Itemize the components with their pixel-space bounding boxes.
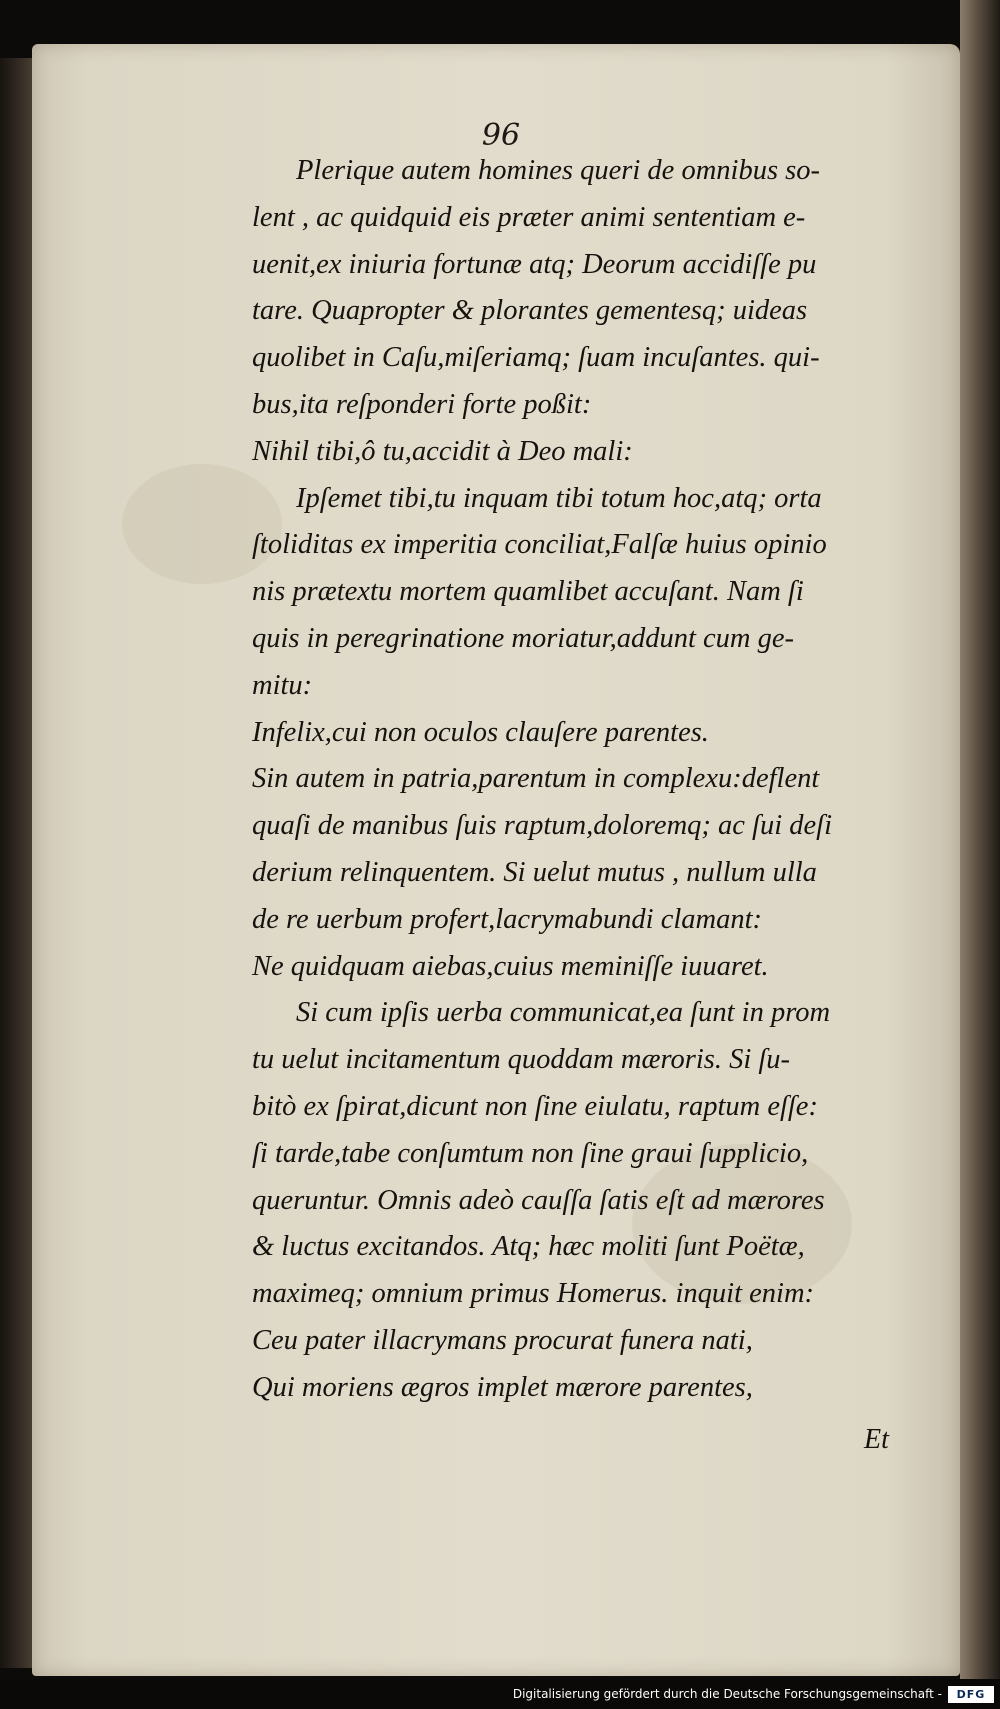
text-line: Ceu pater illacrymans procurat funera nati, [252, 1324, 753, 1356]
text-line: quolibet in Caſu,miſeriamq; ſuam incuſantes. qui- [252, 342, 820, 374]
text-line: bus,ita reſponderi forte poßit: [252, 388, 592, 420]
text-line: tu uelut incitamentum quoddam mæroris. Si ſu- [252, 1044, 791, 1076]
text-line: Infelix,cui non oculos clauſere parentes. [252, 716, 709, 748]
text-line: Plerique autem homines queri de omnibus so- [296, 155, 821, 186]
text-line: Si cum ipſis uerba communicat,ea ſunt in prom [296, 997, 831, 1029]
text-line: quaſi de manibus ſuis raptum,doloremq; ac ſui deſi [252, 810, 832, 842]
text-line: de re uerbum profert,lacrymabundi clamant: [252, 903, 763, 935]
dfg-logo-icon: DFG [948, 1686, 994, 1703]
footer-bar [0, 1679, 1000, 1709]
text-line: lent , ac quidquid eis præter animi sententiam e- [252, 201, 806, 233]
binding-left-edge [0, 58, 34, 1668]
page-number: 96 [481, 118, 521, 153]
text-line: Qui moriens ægros implet mærore parentes, [252, 1371, 753, 1403]
text-line: uenit,ex iniuria fortunæ atq; Deorum accidiſſe pu [252, 248, 817, 280]
text-line: quis in peregrinatione moriatur,addunt cum ge- [252, 622, 794, 654]
funding-credit: Digitalisierung gefördert durch die Deutsche Forschungsgemeinschaft - [512, 1687, 942, 1701]
catchword: Et [864, 1424, 889, 1455]
binding-right-edge [960, 0, 1000, 1680]
text-line: Ipſemet tibi,tu inquam tibi totum hoc,atq; orta [296, 482, 822, 514]
text-line: ſi tarde,tabe conſumtum non ſine graui ſupplicio, [252, 1137, 809, 1169]
text-line: Sin autem in patria,parentum in complexu:deflent [252, 763, 820, 795]
text-line: mitu: [252, 669, 313, 701]
text-line: queruntur. Omnis adeò cauſſa ſatis eſt ad mærores [252, 1184, 825, 1216]
text-line: derium relinquentem. Si uelut mutus , nullum ulla [252, 856, 817, 888]
text-line: Ne quidquam aiebas,cuius meminiſſe iuuaret. [252, 950, 769, 982]
text-line: nis prætextu mortem quamlibet accuſant. Nam ſi [252, 576, 804, 608]
text-line: tare. Quapropter & plorantes gementesq; uideas [252, 295, 808, 327]
text-line: & luctus excitandos. Atq; hæc moliti ſunt Poëtæ, [252, 1231, 805, 1263]
page-text-block [252, 148, 902, 1412]
text-line: maximeq; omnium primus Homerus. inquit enim: [252, 1278, 815, 1310]
text-line: Nihil tibi,ô tu,accidit à Deo mali: [252, 435, 633, 467]
text-line: ſtoliditas ex imperitia conciliat,Falſæ huius opinio [252, 529, 827, 561]
text-line: bitò ex ſpirat,dicunt non ſine eiulatu, raptum eſſe: [252, 1090, 818, 1122]
